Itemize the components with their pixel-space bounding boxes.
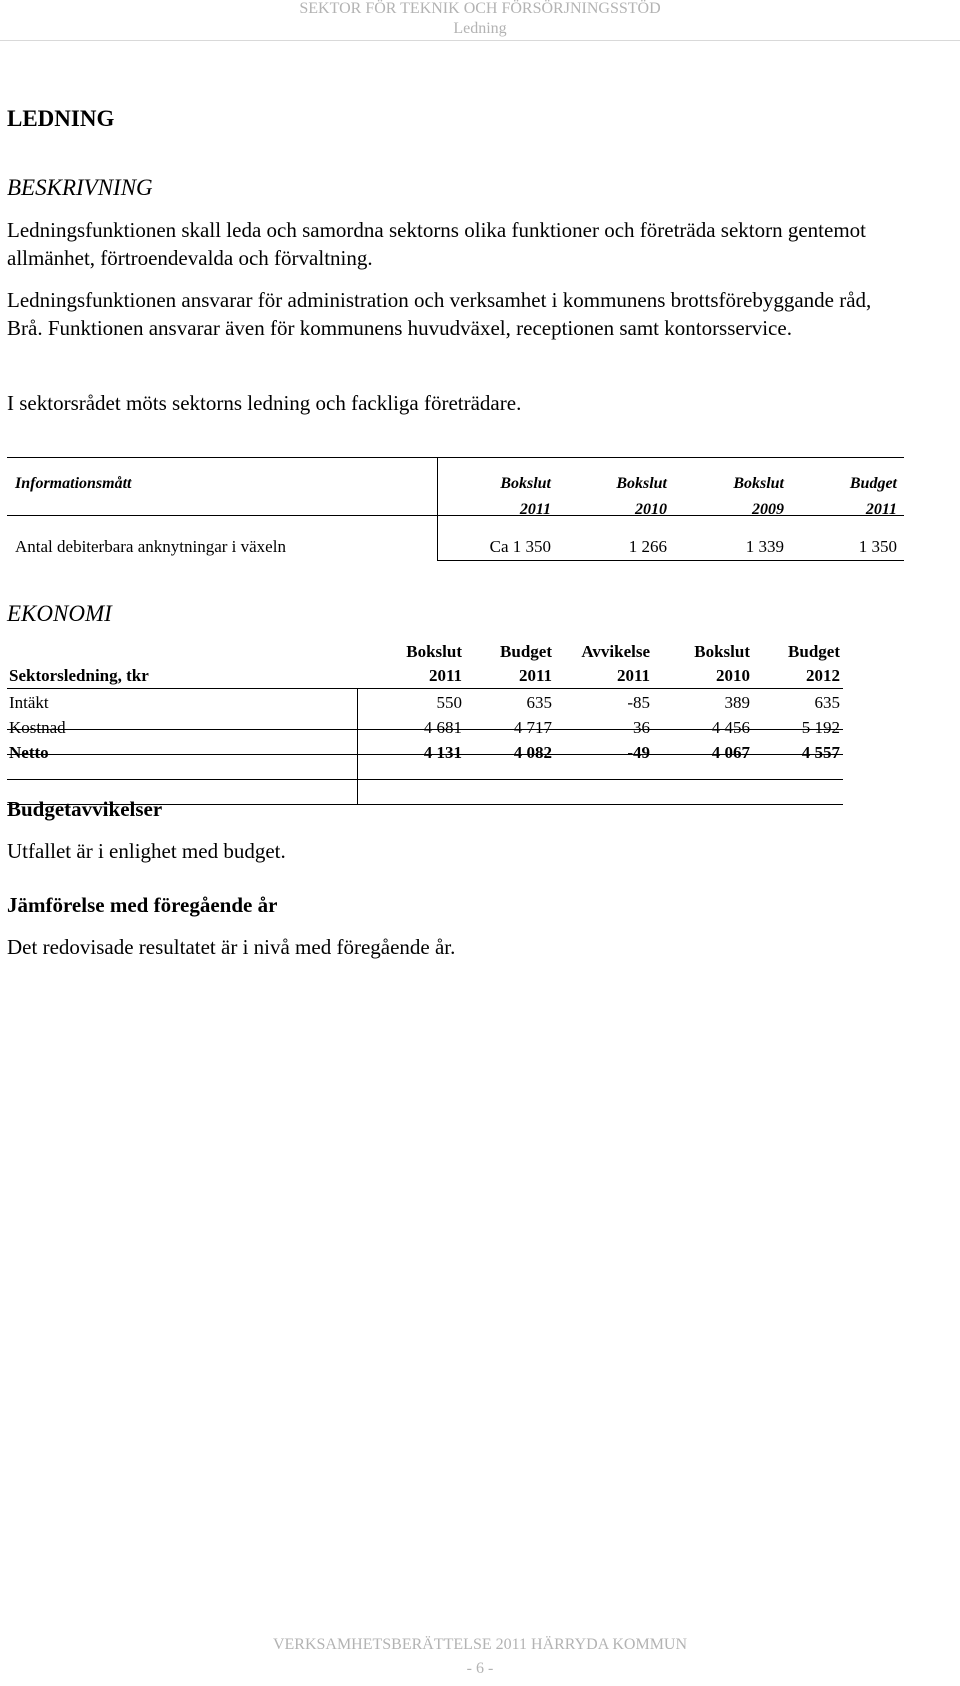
economy-label-header: Sektorsledning, tkr bbox=[9, 666, 149, 685]
page-title: LEDNING bbox=[7, 106, 115, 131]
comparison-text: Det redovisade resultatet är i nivå med föregående år. bbox=[7, 935, 456, 959]
economy-heading: EKONOMI bbox=[7, 601, 112, 626]
economy-value: -85 bbox=[627, 693, 650, 712]
description-paragraph-2: Ledningsfunktionen ansvarar för administration och verksamhet i kommunens brottsförebyggande råd, Brå. Funktionen ansvarar även för kommunens huvudväxel, receptionen samt kontorsservice. bbox=[7, 288, 872, 341]
economy-value: 4 681 bbox=[423, 718, 462, 737]
comparison-heading: Jämförelse med föregående år bbox=[7, 893, 278, 917]
economy-header-rule bbox=[7, 688, 843, 689]
info-table-top-rule bbox=[7, 457, 904, 458]
description-heading: BESKRIVNING bbox=[7, 175, 153, 200]
info-row-value: 1 339 bbox=[745, 537, 784, 556]
info-column-header: Bokslut 2009 bbox=[733, 475, 784, 518]
economy-table-divider bbox=[357, 688, 358, 805]
info-column-header: Bokslut 2011 bbox=[500, 475, 551, 518]
header-subtitle: Ledning bbox=[453, 20, 507, 37]
economy-column-header: Bokslut 2010 bbox=[694, 642, 750, 685]
budget-deviation-heading: Budgetavvikelser bbox=[7, 797, 163, 821]
description-paragraph-1: Ledningsfunktionen skall leda och samordna sektorns olika funktioner och företräda sektorn gentemot allmänhet, förtroendevalda och förvaltning. bbox=[7, 218, 867, 271]
info-row-value: 1 266 bbox=[628, 537, 667, 556]
info-table-bottom-rule bbox=[437, 560, 904, 561]
economy-value: 550 bbox=[436, 693, 462, 712]
page-number: - 6 - bbox=[466, 1660, 494, 1677]
economy-value: 5 192 bbox=[801, 718, 840, 737]
economy-row-label: Kostnad bbox=[9, 718, 66, 737]
economy-value: 389 bbox=[724, 693, 750, 712]
economy-row-rule bbox=[7, 779, 843, 780]
economy-value: 4 456 bbox=[711, 718, 750, 737]
economy-value: 4 557 bbox=[801, 743, 840, 762]
economy-column-header: Budget 2012 bbox=[788, 642, 840, 685]
info-row-value: 1 350 bbox=[858, 537, 897, 556]
info-column-header: Budget 2011 bbox=[849, 475, 897, 518]
economy-value: 36 bbox=[633, 718, 650, 737]
header-sector: SEKTOR FÖR TEKNIK OCH FÖRSÖRJNINGSSTÖD bbox=[299, 0, 661, 17]
info-label-header: Informationsmått bbox=[15, 475, 132, 492]
economy-column-header: Bokslut 2011 bbox=[406, 642, 462, 685]
economy-value: 635 bbox=[814, 693, 840, 712]
economy-row-label: Intäkt bbox=[9, 693, 49, 712]
description-paragraph-3: I sektorsrådet möts sektorns ledning och fackliga företrädare. bbox=[7, 391, 522, 415]
budget-deviation-text: Utfallet är i enlighet med budget. bbox=[7, 839, 286, 863]
header-divider bbox=[0, 40, 960, 41]
economy-row-label: Netto bbox=[9, 743, 49, 762]
economy-column-header: Avvikelse 2011 bbox=[581, 642, 650, 685]
info-column-header: Bokslut 2010 bbox=[616, 475, 667, 518]
economy-value: -49 bbox=[627, 743, 650, 762]
economy-value: 4 717 bbox=[513, 718, 552, 737]
info-row-value: Ca 1 350 bbox=[489, 537, 551, 556]
footer-report: VERKSAMHETSBERÄTTELSE 2011 HÄRRYDA KOMMUN bbox=[272, 1636, 688, 1653]
economy-value: 4 131 bbox=[423, 743, 462, 762]
economy-column-header: Budget 2011 bbox=[500, 642, 552, 685]
economy-value: 4 082 bbox=[513, 743, 552, 762]
economy-value: 635 bbox=[526, 693, 552, 712]
economy-value: 4 067 bbox=[711, 743, 750, 762]
info-row-label: Antal debiterbara anknytningar i växeln bbox=[15, 537, 286, 556]
